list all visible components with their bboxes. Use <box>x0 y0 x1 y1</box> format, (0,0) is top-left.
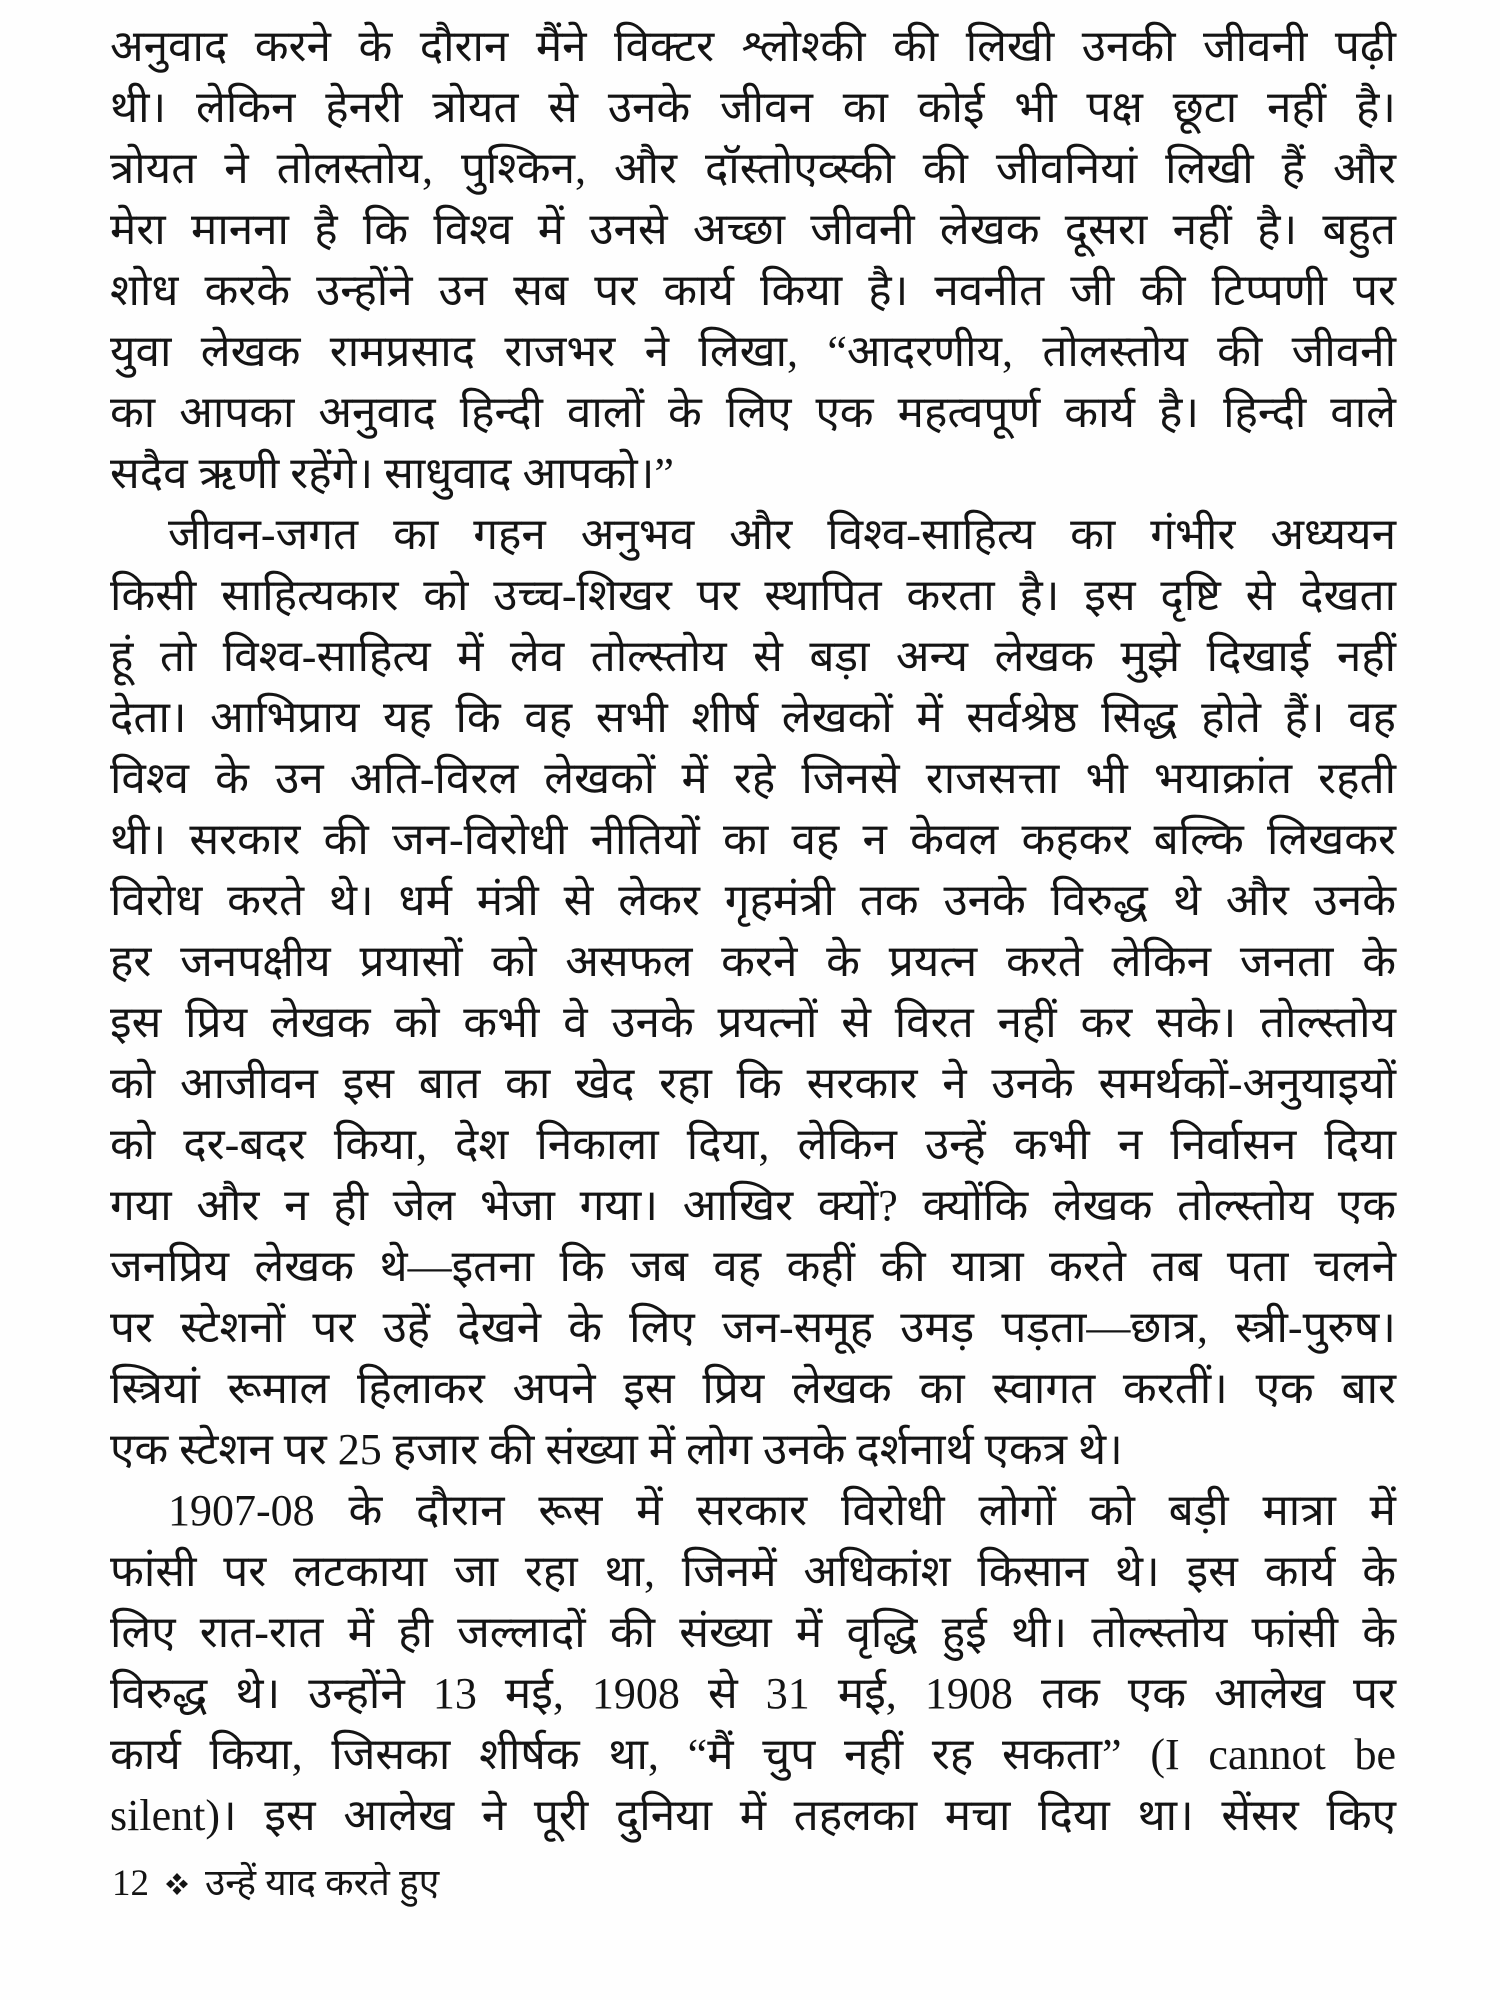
text-line: युवा लेखक रामप्रसाद राजभर ने लिखा, “आदरणीय, तोलस्तोय की जीवनी <box>110 327 1396 376</box>
text-line: का आपका अनुवाद हिन्दी वालों के लिए एक महत्वपूर्ण कार्य है। हिन्दी वाले <box>110 388 1396 437</box>
text-line: त्रोयत ने तोलस्तोय, पुश्किन, और दॉस्तोएव्स्की की जीवनियां लिखी हैं और <box>110 144 1396 193</box>
text-line: फांसी पर लटकाया जा रहा था, जिनमें अधिकांश किसान थे। इस कार्य के <box>110 1547 1396 1596</box>
text-line: लिए रात-रात में ही जल्लादों की संख्या में वृद्धि हुई थी। तोल्स्तोय फांसी के <box>110 1608 1396 1657</box>
text-line: जनप्रिय लेखक थे—इतना कि जब वह कहीं की यात्रा करते तब पता चलने <box>110 1242 1396 1291</box>
body-text <box>110 16 1396 1846</box>
paragraph <box>110 504 1396 1480</box>
four-diamond-icon <box>165 1872 189 1896</box>
book-title: उन्हें याद करते हुए <box>205 1863 440 1904</box>
text-line: सदैव ऋणी रहेंगे। साधुवाद आपको।” <box>110 449 674 498</box>
text-line: पर स्टेशनों पर उहें देखने के लिए जन-समूह उमड़ पड़ता—छात्र, स्त्री-पुरुष। <box>110 1303 1396 1352</box>
text-line: को दर-बदर किया, देश निकाला दिया, लेकिन उन्हें कभी न निर्वासन दिया <box>110 1120 1396 1169</box>
text-line: अनुवाद करने के दौरान मैंने विक्टर श्लोश्की की लिखी उनकी जीवनी पढ़ी <box>110 22 1396 71</box>
paragraph <box>110 1480 1396 1846</box>
text-line: स्त्रियां रूमाल हिलाकर अपने इस प्रिय लेखक का स्वागत करतीं। एक बार <box>110 1364 1396 1413</box>
text-line: शोध करके उन्होंने उन सब पर कार्य किया है। नवनीत जी की टिप्पणी पर <box>110 266 1396 315</box>
text-line: विरुद्ध थे। उन्होंने 13 मई, 1908 से 31 मई, 1908 तक एक आलेख पर <box>110 1669 1396 1718</box>
text-line: देता। आभिप्राय यह कि वह सभी शीर्ष लेखकों में सर्वश्रेष्ठ सिद्ध होते हैं। वह <box>110 693 1396 742</box>
text-line: को आजीवन इस बात का खेद रहा कि सरकार ने उनके समर्थकों-अनुयाइयों <box>110 1059 1396 1108</box>
text-line: विश्व के उन अति-विरल लेखकों में रहे जिनसे राजसत्ता भी भयाक्रांत रहती <box>110 754 1396 803</box>
text-line: जीवन-जगत का गहन अनुभव और विश्व-साहित्य का गंभीर अध्ययन <box>168 510 1396 559</box>
text-line: हर जनपक्षीय प्रयासों को असफल करने के प्रयत्न करते लेकिन जनता के <box>110 937 1396 986</box>
text-line: विरोध करते थे। धर्म मंत्री से लेकर गृहमंत्री तक उनके विरुद्ध थे और उनके <box>110 876 1396 925</box>
text-line: silent)। इस आलेख ने पूरी दुनिया में तहलका मचा दिया था। सेंसर किए <box>110 1791 1396 1840</box>
text-line: एक स्टेशन पर 25 हजार की संख्या में लोग उनके दर्शनार्थ एकत्र थे। <box>110 1425 1123 1474</box>
text-line: कार्य किया, जिसका शीर्षक था, “मैं चुप नहीं रह सकता” (I cannot be <box>110 1730 1396 1779</box>
page-number: 12 <box>112 1863 149 1904</box>
text-line: थी। लेकिन हेनरी त्रोयत से उनके जीवन का कोई भी पक्ष छूटा नहीं है। <box>110 83 1396 132</box>
page-footer <box>112 1862 439 1906</box>
text-line: गया और न ही जेल भेजा गया। आखिर क्यों? क्योंकि लेखक तोल्स्तोय एक <box>110 1181 1396 1230</box>
text-line: थी। सरकार की जन-विरोधी नीतियों का वह न केवल कहकर बल्कि लिखकर <box>110 815 1396 864</box>
paragraph <box>110 16 1396 504</box>
text-line: 1907-08 के दौरान रूस में सरकार विरोधी लोगों को बड़ी मात्रा में <box>168 1486 1396 1535</box>
text-line: किसी साहित्यकार को उच्च-शिखर पर स्थापित करता है। इस दृष्टि से देखता <box>110 571 1396 620</box>
text-line: हूं तो विश्व-साहित्य में लेव तोल्स्तोय से बड़ा अन्य लेखक मुझे दिखाई नहीं <box>110 632 1396 681</box>
text-line: मेरा मानना है कि विश्व में उनसे अच्छा जीवनी लेखक दूसरा नहीं है। बहुत <box>110 205 1396 254</box>
text-line: इस प्रिय लेखक को कभी वे उनके प्रयत्नों से विरत नहीं कर सके। तोल्स्तोय <box>110 998 1396 1047</box>
